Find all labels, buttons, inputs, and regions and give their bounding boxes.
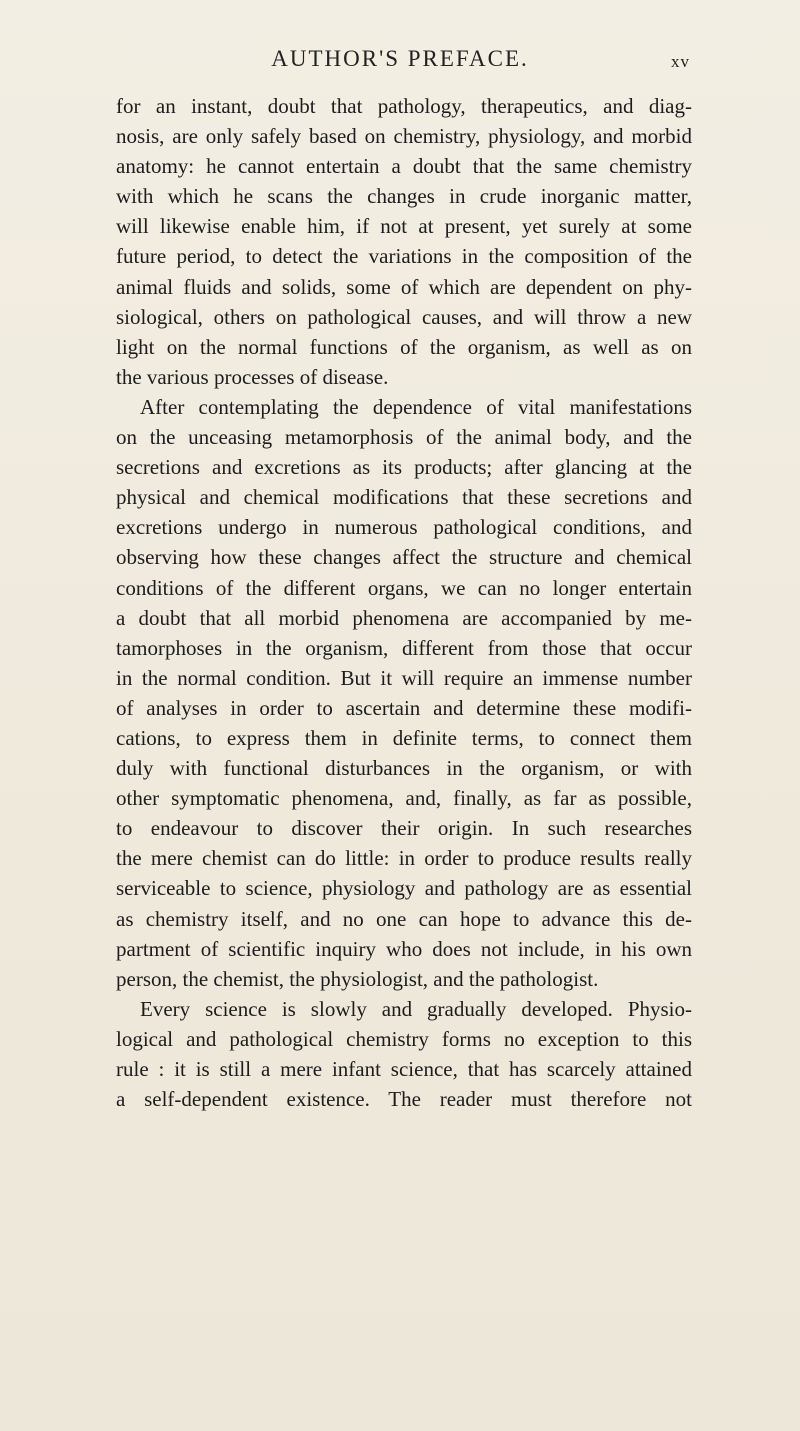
paragraph-end-line: person, the chemist, the physiologist, and the pathologist. [116, 966, 599, 991]
text-line: in the normal condition. But it will require an immense number [116, 665, 692, 690]
text-line: anatomy: he cannot entertain a doubt that the same chemistry [116, 154, 692, 179]
text-line: secretions and excretions as its products; after glancing at the [116, 455, 692, 480]
text-line: a doubt that all morbid phenomena are accompanied by me- [116, 605, 692, 630]
text-line: tamorphoses in the organism, different from those that occur [116, 635, 692, 660]
text-line: other symptomatic phenomena, and, finally, as far as possible, [116, 786, 692, 811]
text-line: to endeavour to discover their origin. In such researches [116, 816, 692, 841]
paragraph-start-line: Every science is slowly and gradually developed. Physio- [140, 996, 692, 1021]
body-text [116, 91, 692, 1114]
text-line: with which he scans the changes in crude inorganic matter, [116, 184, 692, 209]
page-number: xv [671, 52, 690, 71]
text-line: light on the normal functions of the organism, as well as on [116, 334, 692, 359]
text-line: conditions of the different organs, we can no longer entertain [116, 575, 692, 600]
running-title: AUTHOR'S PREFACE. [271, 46, 529, 71]
paragraph-start-line: After contemplating the dependence of vital manifestations [140, 394, 692, 419]
text-line: serviceable to science, physiology and pathology are as essential [116, 876, 692, 901]
text-line: on the unceasing metamorphosis of the animal body, and the [116, 425, 692, 450]
paragraph-end-line: the various processes of disease. [116, 364, 389, 389]
text-line: rule : it is still a mere infant science, that has scarcely attained [116, 1057, 692, 1081]
text-line: will likewise enable him, if not at present, yet surely at some [116, 214, 692, 239]
text-line: of analyses in order to ascertain and determine these modifi- [116, 695, 692, 720]
text-line: siological, others on pathological causes, and will throw a new [116, 304, 692, 329]
text-line: partment of scientific inquiry who does not include, in his own [116, 936, 692, 961]
text-line: as chemistry itself, and no one can hope to advance this de- [116, 906, 692, 931]
text-line: physical and chemical modifications that these secretions and [116, 485, 692, 510]
text-line: the mere chemist can do little: in order to produce results really [116, 846, 692, 871]
text-line: for an instant, doubt that pathology, therapeutics, and diag- [116, 94, 692, 118]
text-line: excretions undergo in numerous pathological conditions, and [116, 515, 692, 540]
text-line: animal fluids and solids, some of which are dependent on phy- [116, 274, 692, 299]
text-line: a self-dependent existence. The reader must therefore not [116, 1087, 692, 1112]
text-line: future period, to detect the variations in the composition of the [116, 244, 692, 269]
text-line: observing how these changes affect the structure and chemical [116, 545, 692, 570]
text-line: nosis, are only safely based on chemistry, physiology, and morbid [116, 124, 692, 149]
text-line: duly with functional disturbances in the organism, or with [116, 756, 692, 781]
text-line: logical and pathological chemistry forms no exception to this [116, 1026, 692, 1051]
text-line: cations, to express them in definite terms, to connect them [116, 725, 692, 750]
